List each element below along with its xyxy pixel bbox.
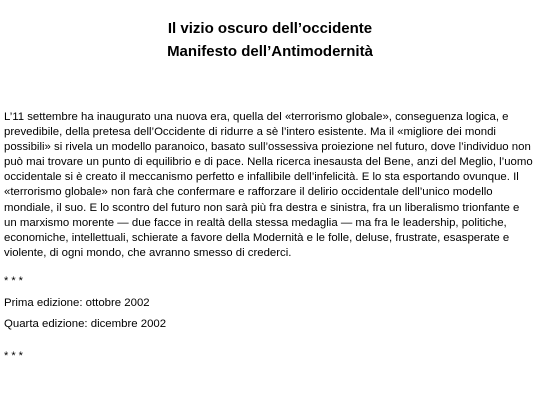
- fourth-edition-note: Quarta edizione: dicembre 2002: [4, 318, 167, 330]
- first-edition-note: Prima edizione: ottobre 2002: [4, 297, 150, 309]
- section-separator: * * *: [4, 275, 23, 287]
- title-block: [0, 17, 540, 63]
- body-paragraph: L’11 settembre ha inaugurato una nuova era, quella del «terrorismo globale», conseguenza logica, e prevedibile, della pretesa dell’Occidente di ridurre a sè l’intero esistente. Ma il «migliore dei mondi possibili» si rivela un modello paranoico, basato sull’ossessiva proiezione nel futuro, dove l’individuo non può mai trovare un punto di equilibrio e di pace. Nella ricerca inesausta del Bene, anzi del Meglio, l’uomo occidentale si è creato il meccanismo perfetto e infallibile dell’infelicità. E lo sta esportando ovunque. Il «terrorismo globale» non farà che confermare e rafforzare il delirio occidentale dell’unico modello mondiale, il suo. E lo scontro del futuro non sarà più fra destra e sinistra, fra un liberalismo trionfante e un marxismo morente — due facce in realtà della stessa medaglia — ma fra le leadership, politiche, economiche, intellettuali, schierate a favore della Modernità e le folle, deluse, frustrate, esasperate e violente, di ogni mondo, che avranno smesso di crederci.: [4, 111, 533, 259]
- document-title: Il vizio oscuro dell’occidente: [167, 20, 373, 37]
- closing-separator: * * *: [4, 350, 23, 362]
- document-subtitle: Manifesto dell’Antimodernità: [167, 43, 373, 60]
